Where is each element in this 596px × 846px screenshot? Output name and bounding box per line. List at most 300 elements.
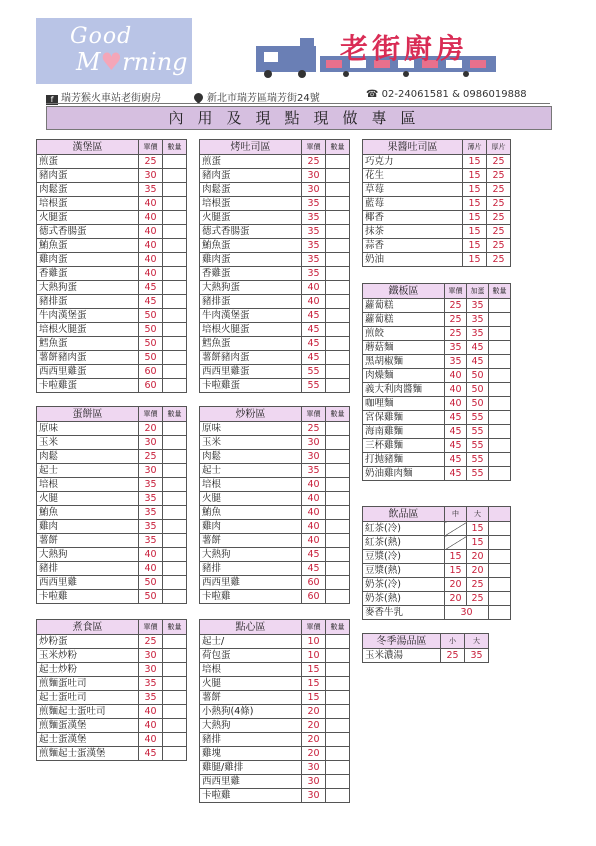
- item-name: 牛肉漢堡蛋: [200, 309, 302, 323]
- table-row: [363, 253, 511, 267]
- item-price: 20: [302, 747, 326, 761]
- item-price: 30: [302, 183, 326, 197]
- quantity-cell: [163, 436, 187, 450]
- table-row: [200, 719, 350, 733]
- quantity-cell: [489, 578, 511, 592]
- quantity-cell: [489, 564, 511, 578]
- item-price: 40: [302, 534, 326, 548]
- item-price: 30: [302, 169, 326, 183]
- quantity-cell: [326, 351, 350, 365]
- item-price: 35: [139, 534, 163, 548]
- quantity-cell: [489, 327, 511, 341]
- quantity-cell: [326, 691, 350, 705]
- table-header: [200, 407, 350, 422]
- quantity-cell: [489, 522, 511, 536]
- item-price-alt: 55: [467, 425, 489, 439]
- table-row: [363, 425, 511, 439]
- item-name: 薯餅豬肉蛋: [200, 351, 302, 365]
- quantity-cell: [326, 548, 350, 562]
- column-header: 小: [441, 634, 465, 649]
- item-price-alt: 55: [467, 453, 489, 467]
- item-name: 奶油雞肉麵: [363, 467, 445, 481]
- item-name: 薯餅: [200, 691, 302, 705]
- item-name: 鱈魚蛋: [37, 337, 139, 351]
- item-price: 20: [445, 592, 467, 606]
- item-name: 雞肉蛋: [200, 253, 302, 267]
- item-price: 60: [139, 379, 163, 393]
- quantity-cell: [326, 789, 350, 803]
- quantity-cell: [163, 281, 187, 295]
- item-price: 30: [302, 775, 326, 789]
- table-header: [37, 620, 187, 635]
- quantity-cell: [163, 239, 187, 253]
- table-row: [200, 351, 350, 365]
- quantity-cell: [326, 761, 350, 775]
- quantity-cell: [489, 453, 511, 467]
- item-name: 卡啦雞: [200, 590, 302, 604]
- column-header: 數量: [326, 140, 350, 155]
- item-name: 咖哩麵: [363, 397, 445, 411]
- table-row: [200, 649, 350, 663]
- item-price: 50: [139, 590, 163, 604]
- quantity-cell: [326, 733, 350, 747]
- table-header: [363, 140, 511, 155]
- quantity-cell: [163, 253, 187, 267]
- item-name: 雞肉: [37, 520, 139, 534]
- item-price-alt: 25: [467, 578, 489, 592]
- table-row: [37, 169, 187, 183]
- quantity-cell: [163, 590, 187, 604]
- item-price: 40: [139, 253, 163, 267]
- table-header: [363, 634, 489, 649]
- quantity-cell: [489, 355, 511, 369]
- menu-table-drinks: [362, 506, 511, 620]
- table-row: [37, 562, 187, 576]
- item-price: 45: [445, 467, 467, 481]
- item-name: 牛肉漢堡蛋: [37, 309, 139, 323]
- table-row: [200, 365, 350, 379]
- table-row: [37, 464, 187, 478]
- table-row: [200, 562, 350, 576]
- item-name: 鮪魚蛋: [37, 239, 139, 253]
- column-header: 數量: [163, 407, 187, 422]
- item-price: 40: [445, 369, 467, 383]
- item-price: 10: [302, 649, 326, 663]
- table-row: [200, 663, 350, 677]
- item-name: 抹茶: [363, 225, 463, 239]
- quantity-cell: [163, 155, 187, 169]
- table-row: [363, 197, 511, 211]
- item-name: 煎蛋: [200, 155, 302, 169]
- item-price: 15: [302, 663, 326, 677]
- item-price: 15: [302, 677, 326, 691]
- item-price: 35: [139, 478, 163, 492]
- quantity-cell: [163, 576, 187, 590]
- quantity-cell: [163, 323, 187, 337]
- item-price: 15: [463, 225, 487, 239]
- table-row: [363, 211, 511, 225]
- item-name: 豬排蛋: [37, 295, 139, 309]
- item-price: 20: [445, 578, 467, 592]
- item-price: 20: [302, 705, 326, 719]
- item-price-alt: 20: [467, 564, 489, 578]
- column-header: 數量: [489, 284, 511, 299]
- item-price: 35: [302, 267, 326, 281]
- item-price-alt: 50: [467, 397, 489, 411]
- table-row: [363, 155, 511, 169]
- item-name: 起士蛋吐司: [37, 691, 139, 705]
- good-morning-banner: [36, 18, 192, 84]
- table-row: [37, 733, 187, 747]
- item-name: 豬肉蛋: [37, 169, 139, 183]
- quantity-cell: [163, 169, 187, 183]
- item-price: 30: [139, 169, 163, 183]
- quantity-cell: [326, 534, 350, 548]
- quantity-cell: [489, 550, 511, 564]
- item-price: 40: [302, 520, 326, 534]
- item-price: 40: [139, 225, 163, 239]
- table-row: [363, 183, 511, 197]
- item-name: 煎麵起士蛋漢堡: [37, 747, 139, 761]
- item-price: 55: [302, 379, 326, 393]
- item-price: 15: [463, 211, 487, 225]
- item-price: 40: [302, 478, 326, 492]
- table-row: [37, 576, 187, 590]
- table-row: [363, 341, 511, 355]
- item-price: 30: [302, 789, 326, 803]
- quantity-cell: [326, 365, 350, 379]
- section-title: 果醬吐司區: [363, 140, 463, 155]
- item-price: 25: [302, 422, 326, 436]
- item-name: 西西里雞: [200, 775, 302, 789]
- item-price: 35: [445, 355, 467, 369]
- item-price-alt: 50: [467, 383, 489, 397]
- table-row: [363, 225, 511, 239]
- section-title: 炒粉區: [200, 407, 302, 422]
- quantity-cell: [163, 422, 187, 436]
- quantity-cell: [489, 341, 511, 355]
- item-price: 50: [139, 576, 163, 590]
- table-row: [37, 548, 187, 562]
- column-header: 薄片: [463, 140, 487, 155]
- table-header: [37, 407, 187, 422]
- table-row: [37, 197, 187, 211]
- phone-info: [366, 89, 527, 100]
- item-price: 40: [302, 295, 326, 309]
- item-price: 15: [463, 169, 487, 183]
- table-row: [37, 663, 187, 677]
- table-row: [200, 337, 350, 351]
- item-name: 培根: [37, 478, 139, 492]
- section-title: 飲品區: [363, 507, 445, 522]
- table-row: [37, 422, 187, 436]
- table-row: [37, 281, 187, 295]
- item-price: 45: [302, 562, 326, 576]
- quantity-cell: [163, 562, 187, 576]
- item-price-alt: 20: [467, 550, 489, 564]
- item-price: 25: [441, 649, 465, 663]
- item-name: 薯餅: [200, 534, 302, 548]
- item-name: 西西里雞蛋: [200, 365, 302, 379]
- item-price: 10: [302, 635, 326, 649]
- table-row: [363, 578, 511, 592]
- quantity-cell: [489, 592, 511, 606]
- item-name: 紅茶(冷): [363, 522, 445, 536]
- item-price: 35: [139, 691, 163, 705]
- table-header: [363, 284, 511, 299]
- table-row: [37, 719, 187, 733]
- quantity-cell: [326, 267, 350, 281]
- column-header: 單價: [302, 620, 326, 635]
- item-name: 肉鬆: [37, 450, 139, 464]
- quantity-cell: [326, 155, 350, 169]
- item-name: 玉米濃湯: [363, 649, 441, 663]
- item-price-alt: 15: [467, 536, 489, 550]
- section-title: 蛋餅區: [37, 407, 139, 422]
- table-row: [37, 211, 187, 225]
- item-name: 原味: [37, 422, 139, 436]
- item-name: 培根火腿蛋: [37, 323, 139, 337]
- item-price: 15: [445, 550, 467, 564]
- item-price: 15: [463, 253, 487, 267]
- quantity-cell: [163, 506, 187, 520]
- item-name: 雞肉蛋: [37, 253, 139, 267]
- item-price: 50: [139, 337, 163, 351]
- item-name: 起士: [200, 464, 302, 478]
- table-row: [200, 705, 350, 719]
- address-text: 新北市瑞芳區瑞芳街24號: [207, 93, 320, 104]
- quantity-cell: [163, 747, 187, 761]
- info-line: [46, 87, 550, 103]
- item-price: 30: [139, 649, 163, 663]
- table-row: [37, 309, 187, 323]
- quantity-cell: [326, 520, 350, 534]
- item-price: 20: [302, 733, 326, 747]
- table-row: [363, 522, 511, 536]
- quantity-cell: [163, 733, 187, 747]
- table-row: [200, 761, 350, 775]
- column-header: 大: [467, 507, 489, 522]
- item-price: 30: [302, 761, 326, 775]
- table-row: [37, 705, 187, 719]
- table-row: [363, 453, 511, 467]
- item-price: 20: [139, 422, 163, 436]
- item-price-alt: 25: [487, 155, 511, 169]
- table-row: [363, 169, 511, 183]
- table-header: [200, 620, 350, 635]
- menu-table-snacks: [199, 619, 350, 803]
- banner-line1: Good: [70, 24, 133, 49]
- item-name: 豬排: [200, 733, 302, 747]
- item-price-alt: 50: [467, 369, 489, 383]
- item-price: 40: [445, 383, 467, 397]
- menu-table-egg-crepe: [36, 406, 187, 604]
- table-header: [363, 507, 511, 522]
- table-row: [37, 155, 187, 169]
- item-name: 西西里雞蛋: [37, 365, 139, 379]
- item-price: 50: [139, 351, 163, 365]
- column-header: 單價: [302, 407, 326, 422]
- item-name: 起士炒粉: [37, 663, 139, 677]
- heart-icon: ♥: [100, 48, 123, 76]
- table-row: [363, 239, 511, 253]
- column-header: 單價: [445, 284, 467, 299]
- table-header: [37, 140, 187, 155]
- quantity-cell: [163, 534, 187, 548]
- phone-icon: ☎: [366, 89, 379, 100]
- item-price: 15: [445, 564, 467, 578]
- quantity-cell: [163, 719, 187, 733]
- table-row: [363, 411, 511, 425]
- phone-text: 02-24061581 & 0986019888: [381, 89, 527, 100]
- item-price: 15: [463, 239, 487, 253]
- item-name: 煎麵蛋吐司: [37, 677, 139, 691]
- table-row: [200, 492, 350, 506]
- table-row: [200, 478, 350, 492]
- item-price: 35: [302, 464, 326, 478]
- quantity-cell: [326, 506, 350, 520]
- table-row: [37, 520, 187, 534]
- address-info: [194, 89, 320, 104]
- item-name: 豬排: [37, 562, 139, 576]
- item-price-alt: 35: [467, 327, 489, 341]
- quantity-cell: [489, 397, 511, 411]
- table-row: [200, 225, 350, 239]
- item-price: 40: [139, 211, 163, 225]
- table-row: [363, 327, 511, 341]
- column-header: 中: [445, 507, 467, 522]
- menu-table-hamburger: [36, 139, 187, 393]
- table-row: [200, 677, 350, 691]
- table-row: [363, 592, 511, 606]
- item-name: 薯餅豬肉蛋: [37, 351, 139, 365]
- item-price: 45: [302, 323, 326, 337]
- table-row: [37, 747, 187, 761]
- item-name: 鱈魚蛋: [200, 337, 302, 351]
- quantity-cell: [163, 379, 187, 393]
- facebook-name: 瑞芳猴火車站老街廚房: [61, 93, 161, 104]
- item-price: 45: [445, 411, 467, 425]
- item-price: 35: [139, 677, 163, 691]
- item-name: 奶茶(熱): [363, 592, 445, 606]
- item-name: 紅茶(熱): [363, 536, 445, 550]
- item-name: 西西里雞: [37, 576, 139, 590]
- quantity-cell: [163, 183, 187, 197]
- table-row: [37, 534, 187, 548]
- menu-table-griddle: [362, 283, 511, 481]
- item-name: 火腿: [200, 677, 302, 691]
- table-row: [363, 467, 511, 481]
- item-name: 火腿: [37, 492, 139, 506]
- quantity-cell: [489, 313, 511, 327]
- item-name: 原味: [200, 422, 302, 436]
- item-price: 40: [139, 267, 163, 281]
- table-row: [200, 775, 350, 789]
- table-row: [200, 155, 350, 169]
- quantity-cell: [326, 422, 350, 436]
- table-row: [37, 691, 187, 705]
- table-row: [37, 436, 187, 450]
- table-row: [200, 506, 350, 520]
- table-row: [200, 635, 350, 649]
- quantity-cell: [163, 649, 187, 663]
- item-price: 35: [139, 520, 163, 534]
- item-price: 40: [139, 705, 163, 719]
- section-title: 鐵板區: [363, 284, 445, 299]
- item-name: 雞肉: [200, 520, 302, 534]
- table-row: [200, 267, 350, 281]
- empty-cell: [445, 536, 467, 550]
- table-row: [363, 383, 511, 397]
- table-row: [37, 590, 187, 604]
- table-row: [200, 590, 350, 604]
- column-header: 加蛋: [467, 284, 489, 299]
- item-price: 15: [302, 691, 326, 705]
- item-name: 培根蛋: [200, 197, 302, 211]
- item-price: 40: [139, 719, 163, 733]
- item-name: 卡啦雞: [37, 590, 139, 604]
- item-name: 巧克力: [363, 155, 463, 169]
- table-row: [37, 677, 187, 691]
- quantity-cell: [326, 478, 350, 492]
- table-row: [37, 365, 187, 379]
- quantity-cell: [489, 383, 511, 397]
- item-price: 45: [302, 351, 326, 365]
- table-row: [37, 351, 187, 365]
- item-price: 45: [302, 337, 326, 351]
- item-price: 30: [139, 436, 163, 450]
- item-price: 45: [139, 281, 163, 295]
- item-price-alt: 35: [467, 299, 489, 313]
- item-price: 35: [139, 506, 163, 520]
- table-row: [200, 548, 350, 562]
- item-price-alt: 45: [467, 355, 489, 369]
- table-row: [200, 183, 350, 197]
- item-price: 45: [445, 453, 467, 467]
- brand-title: 老街廚房: [340, 32, 469, 65]
- item-price: 25: [445, 327, 467, 341]
- item-name: 火腿蛋: [200, 211, 302, 225]
- item-name: 蘿蔔糕: [363, 313, 445, 327]
- item-price: 35: [302, 225, 326, 239]
- table-row: [37, 183, 187, 197]
- item-name: 雞塊: [200, 747, 302, 761]
- item-price: 25: [445, 299, 467, 313]
- empty-cell: [445, 522, 467, 536]
- facebook-icon: f: [46, 95, 58, 105]
- table-row: [200, 323, 350, 337]
- table-row: [363, 397, 511, 411]
- item-name: 起士: [37, 464, 139, 478]
- column-header: 數量: [326, 407, 350, 422]
- item-price: 40: [139, 239, 163, 253]
- quantity-cell: [163, 635, 187, 649]
- quantity-cell: [326, 183, 350, 197]
- quantity-cell: [163, 691, 187, 705]
- item-price: 25: [302, 155, 326, 169]
- quantity-cell: [163, 267, 187, 281]
- item-name: 大熱狗: [37, 548, 139, 562]
- table-row: [37, 478, 187, 492]
- item-name: 玉米: [200, 436, 302, 450]
- table-row: [200, 253, 350, 267]
- quantity-cell: [163, 197, 187, 211]
- item-price: 20: [302, 719, 326, 733]
- item-name: 豆漿(冷): [363, 550, 445, 564]
- quantity-cell: [326, 450, 350, 464]
- quantity-cell: [326, 309, 350, 323]
- quantity-cell: [326, 635, 350, 649]
